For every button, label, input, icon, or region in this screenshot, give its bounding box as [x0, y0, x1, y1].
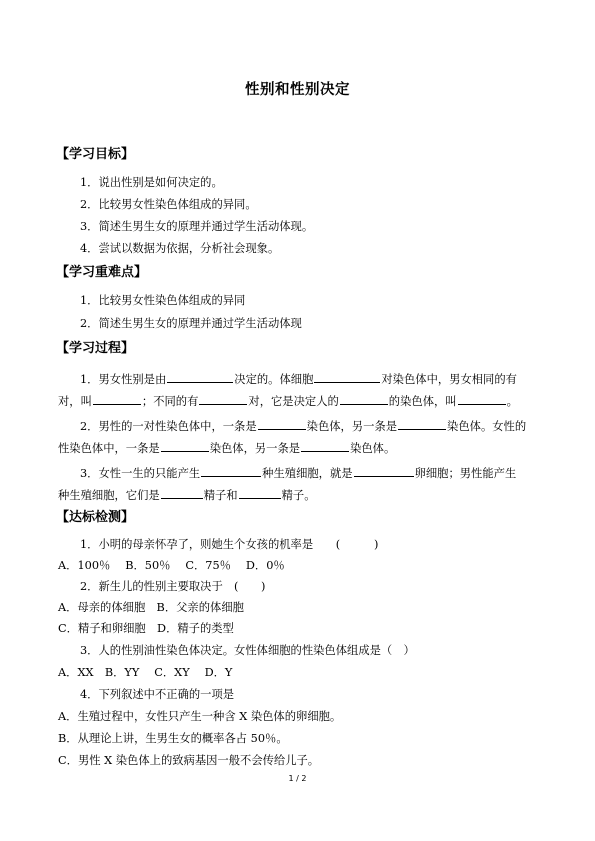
section-heading-goals: 【学习目标】: [56, 147, 135, 162]
goal-item: 2．比较男女性染色体组成的异同。: [80, 198, 257, 211]
process-paragraph-2-line-2: 性染色体中，一条是 染色体，另一条是 染色体。: [58, 442, 396, 455]
process-paragraph-1-line-2: 对，叫 ；不同的有 对，它是决定人的 的染色体，叫 。: [58, 395, 518, 408]
section-heading-process: 【学习过程】: [56, 341, 135, 356]
question-2: 2．新生儿的性别主要取决于 ( ): [80, 580, 266, 593]
fill-blank[interactable]: [458, 393, 506, 405]
question-4: 4．下列叙述中不正确的一项是: [80, 688, 235, 701]
question-4-option-c: C．男性 X 染色体上的致病基因一般不会传给儿子。: [58, 754, 320, 767]
question-3: 3．人的性别油性染色体决定。女性体细胞的性染色体组成是（ ）: [80, 644, 415, 657]
process-paragraph-3-line-1: 3．女性一生的只能产生 种生殖细胞，就是 卵细胞；男性能产生: [80, 467, 517, 480]
fill-blank[interactable]: [161, 440, 209, 452]
page-number: 1 / 2: [288, 774, 307, 783]
fill-blank[interactable]: [201, 465, 261, 477]
section-heading-key-points: 【学习重难点】: [56, 265, 148, 280]
fill-blank[interactable]: [340, 393, 388, 405]
question-1: 1．小明的母亲怀孕了，则她生个女孩的机率是 ( ): [80, 538, 379, 551]
goal-item: 1．说出性别是如何决定的。: [80, 176, 223, 189]
fill-blank[interactable]: [354, 465, 414, 477]
fill-blank[interactable]: [199, 393, 247, 405]
goal-item: 4．尝试以数据为依据，分析社会现象。: [80, 242, 280, 255]
fill-blank[interactable]: [239, 487, 281, 499]
key-point-item: 2．简述生男生女的原理并通过学生活动体现: [80, 317, 302, 330]
fill-blank[interactable]: [161, 487, 203, 499]
question-3-options: A．XX B．YY C．XY D．Y: [58, 666, 233, 679]
process-paragraph-3-line-2: 种生殖细胞，它们是 精子和 精子。: [58, 489, 316, 502]
key-point-item: 1．比较男女性染色体组成的异同: [80, 294, 246, 307]
question-4-option-b: B．从理论上讲，生男生女的概率各占 50％。: [58, 732, 288, 745]
fill-blank[interactable]: [314, 371, 380, 383]
section-heading-test: 【达标检测】: [56, 510, 135, 525]
fill-blank[interactable]: [167, 371, 233, 383]
question-2-options-row-1: A．母亲的体细胞 B．父亲的体细胞: [58, 601, 244, 614]
fill-blank[interactable]: [258, 418, 306, 430]
question-4-option-a: A．生殖过程中，女性只产生一种含 X 染色体的卵细胞。: [58, 710, 342, 723]
question-2-options-row-2: C．精子和卵细胞 D．精子的类型: [58, 622, 234, 635]
page-title: 性别和性别决定: [245, 82, 350, 98]
process-paragraph-2-line-1: 2．男性的一对性染色体中，一条是 染色体，另一条是 染色体。女性的: [80, 420, 527, 433]
fill-blank[interactable]: [93, 393, 141, 405]
fill-blank[interactable]: [398, 418, 446, 430]
goal-item: 3．简述生男生女的原理并通过学生活动体现。: [80, 220, 314, 233]
fill-blank[interactable]: [301, 440, 349, 452]
question-1-options: A．100％ B．50％ C．75％ D．0％: [58, 559, 285, 572]
process-paragraph-1-line-1: 1．男女性别是由 决定的。体细胞 对染色体中，男女相同的有: [80, 373, 517, 386]
